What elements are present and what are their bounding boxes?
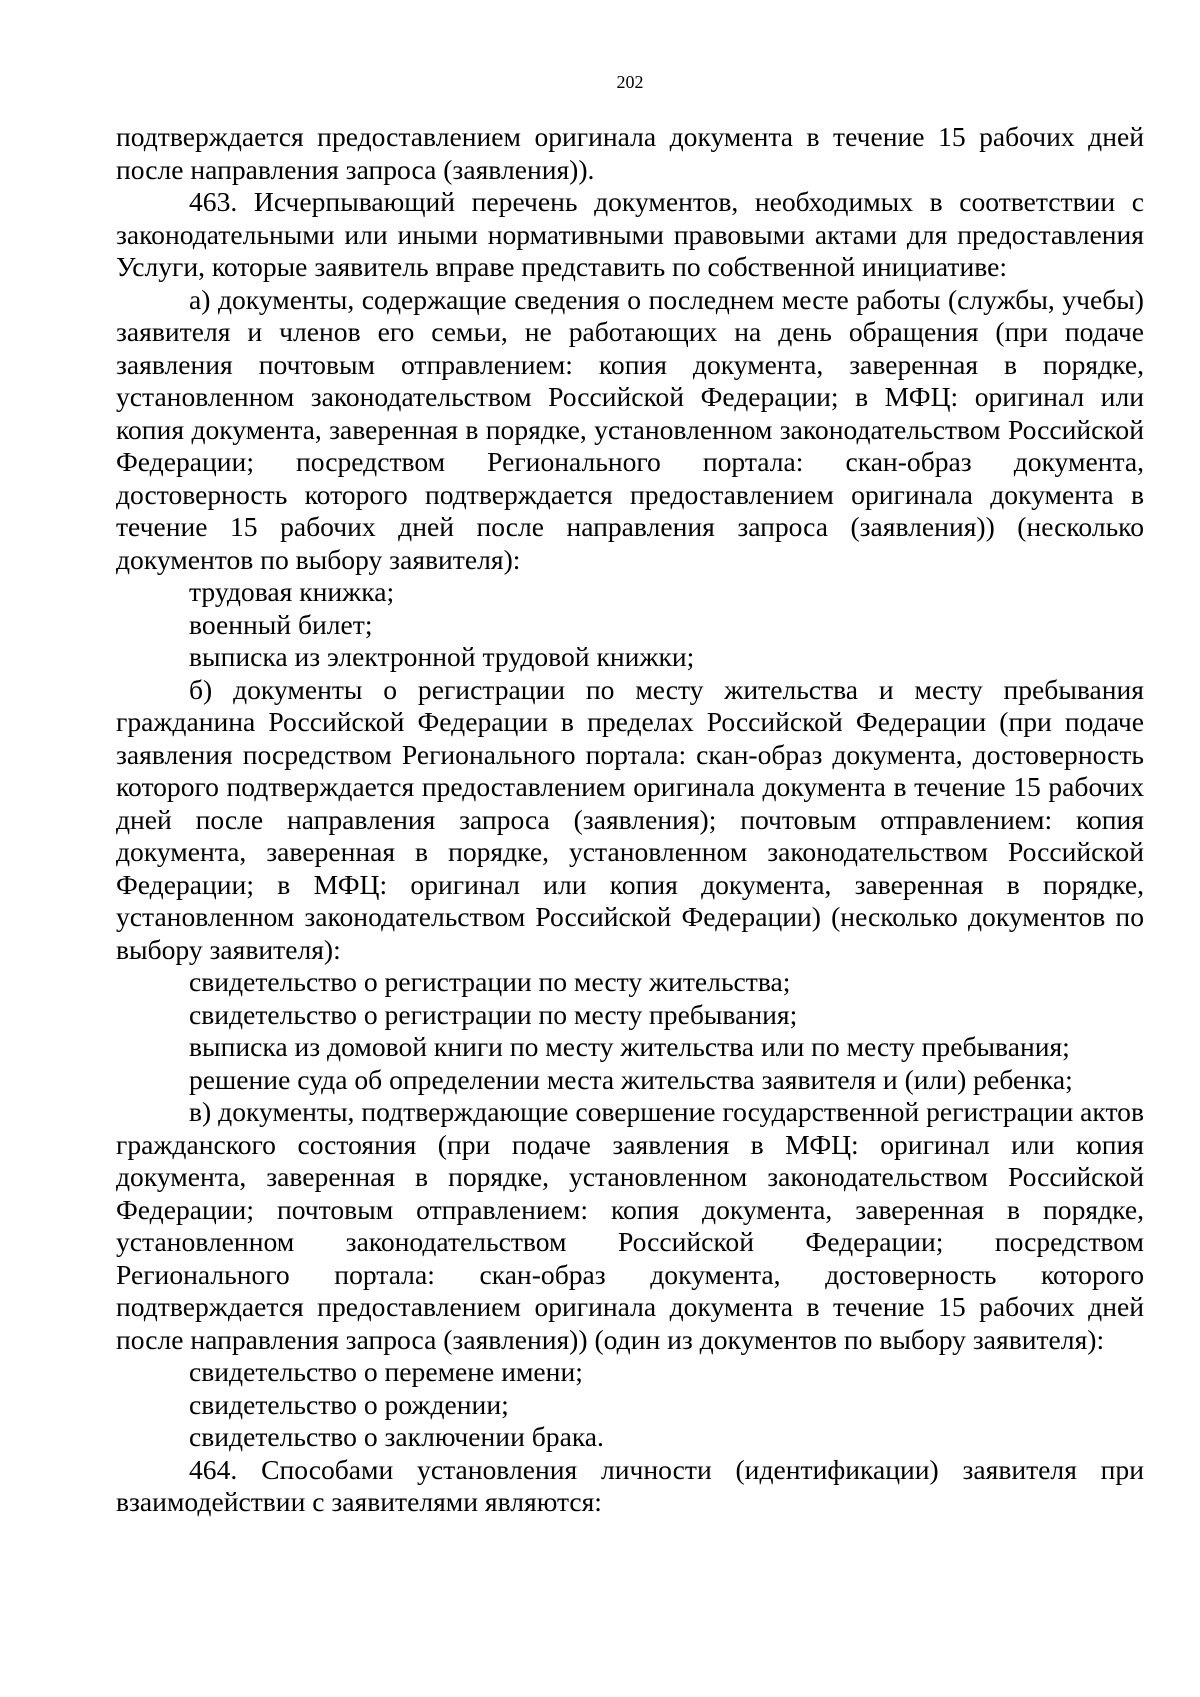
paragraph-a: а) документы, содержащие сведения о последнем месте работы (службы, учебы) заявителя и членов его семьи, не работающих на день обращения (при подаче заявления почтовым отправлением: копия документа, заверенная в порядке, установленном законодательством Российской Федерации; в МФЦ: оригинал или копия документа, заверенная в порядке, установленном законодательством Российской Федерации; посредством Регионального портала: скан-образ документа, достоверность которого подтверждается предоставлением оригинала документа в течение 15 рабочих дней после направления запроса (заявления)) (несколько документов по выбору заявителя): — [116, 283, 1144, 575]
list-item: решение суда об определении места жительства заявителя и (или) ребенка; — [189, 1063, 1073, 1095]
list-item: свидетельство о регистрации по месту пребывания; — [189, 998, 798, 1030]
list-item: выписка из электронной трудовой книжки; — [189, 641, 695, 672]
paragraph-v: в) документы, подтверждающие совершение государственной регистрации актов гражданского состояния (при подаче заявления в МФЦ: оригинал или копия документа, заверенная в порядке, установленном законодательством Российской Федерации; почтовым отправлением: копия документа, заверенная в порядке, установленном законодательством Российской Федерации; посредством Регионального портала: скан-образ документа, достоверность которого подтверждается предоставлением оригинала документа в течение 15 рабочих дней после направления запроса (заявления)) (один из документов по выбору заявителя): — [116, 1096, 1144, 1355]
list-item: свидетельство о рождении; — [189, 1388, 509, 1420]
paragraph-continuation: подтверждается предоставлением оригинала документа в течение 15 рабочих дней после направления запроса (заявления)). — [116, 121, 1144, 185]
paragraph-463: 463. Исчерпывающий перечень документов, необходимых в соответствии с законодательными или иными нормативными правовыми актами для предоставления Услуги, которые заявитель вправе представить по собственной инициативе: — [116, 186, 1144, 282]
list-item: трудовая книжка; — [189, 576, 395, 607]
list-item: свидетельство о регистрации по месту жительства; — [189, 966, 791, 997]
page-number: 202 — [616, 72, 644, 92]
paragraph-464: 464. Способами установления личности (идентификации) заявителя при взаимодействии с заявителями являются: — [116, 1453, 1144, 1517]
list-item: выписка из домовой книги по месту жительства или по месту пребывания; — [189, 1031, 1070, 1062]
paragraph-b: б) документы о регистрации по месту жительства и месту пребывания гражданина Российской Федерации в пределах Российской Федерации (при подаче заявления посредством Регионального портала: скан-образ документа, достоверность которого подтверждается предоставлением оригинала документа в течение 15 рабочих дней после направления запроса (заявления); почтовым отправлением: копия документа, заверенная в порядке, установленном законодательством Российской Федерации; в МФЦ: оригинал или копия документа, заверенная в порядке, установленном законодательством Российской Федерации) (несколько документов по выбору заявителя): — [116, 673, 1144, 965]
list-item: свидетельство о перемене имени; — [189, 1356, 583, 1387]
document-page — [116, 0, 1144, 1697]
document-body — [116, 121, 1144, 1519]
list-item: военный билет; — [189, 608, 373, 640]
list-item: свидетельство о заключении брака. — [189, 1421, 604, 1452]
